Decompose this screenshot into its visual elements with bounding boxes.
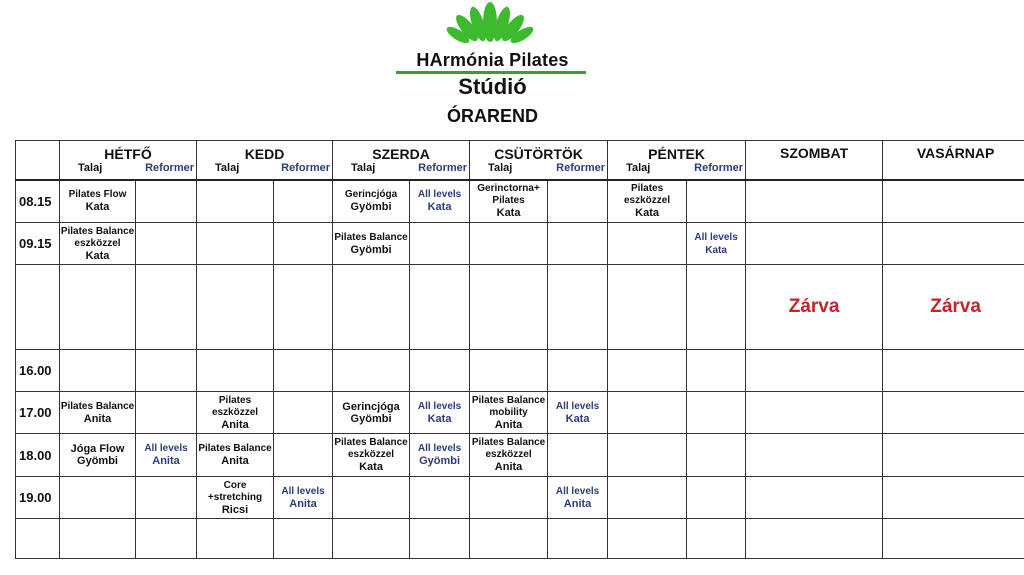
day-header-sat: SZOMBAT bbox=[746, 141, 883, 180]
empty-cell bbox=[333, 350, 410, 392]
corner-cell bbox=[16, 141, 60, 180]
class-cell: Gerincjóga Gyömbi bbox=[333, 180, 410, 223]
time-cell: 17.00 bbox=[16, 392, 60, 434]
header-row bbox=[16, 141, 1024, 180]
empty-cell bbox=[883, 180, 1024, 223]
class-cell: Gerincjóga Gyömbi bbox=[333, 392, 410, 434]
empty-cell bbox=[746, 350, 883, 392]
table-row bbox=[16, 519, 1024, 559]
day-header-fri: PÉNTEK Talaj Reformer bbox=[608, 141, 746, 180]
empty-cell bbox=[883, 350, 1024, 392]
empty-cell bbox=[548, 223, 608, 265]
empty-cell bbox=[608, 434, 687, 477]
brand-subtitle: Stúdió bbox=[458, 74, 527, 99]
empty-cell bbox=[687, 265, 746, 350]
time-cell: 16.00 bbox=[16, 350, 60, 392]
brand-name: HArmónia Pilates bbox=[416, 50, 569, 70]
level-cell: All levels Kata bbox=[410, 392, 470, 434]
empty-cell bbox=[548, 180, 608, 223]
time-cell: 08.15 bbox=[16, 180, 60, 223]
empty-cell bbox=[333, 477, 410, 519]
table-row bbox=[16, 392, 1024, 434]
class-cell: Pilates Balance Anita bbox=[197, 434, 274, 477]
table-row bbox=[16, 350, 1024, 392]
empty-cell bbox=[548, 265, 608, 350]
time-cell bbox=[16, 519, 60, 559]
day-header-sun: VASÁRNAP bbox=[883, 141, 1024, 180]
empty-cell bbox=[883, 477, 1024, 519]
class-cell: Pilates Flow Kata bbox=[60, 180, 136, 223]
empty-cell bbox=[136, 519, 197, 559]
empty-cell bbox=[197, 223, 274, 265]
empty-cell bbox=[274, 265, 333, 350]
empty-cell bbox=[60, 265, 136, 350]
empty-cell bbox=[608, 477, 687, 519]
level-cell: All levels Anita bbox=[274, 477, 333, 519]
empty-cell bbox=[197, 350, 274, 392]
empty-cell bbox=[470, 223, 548, 265]
empty-cell bbox=[410, 265, 470, 350]
empty-cell bbox=[608, 519, 687, 559]
empty-cell bbox=[883, 392, 1024, 434]
class-cell: Jóga Flow Gyömbi bbox=[60, 434, 136, 477]
level-cell: All levels Kata bbox=[687, 223, 746, 265]
empty-cell bbox=[60, 519, 136, 559]
level-cell: All levels Kata bbox=[410, 180, 470, 223]
empty-cell bbox=[274, 434, 333, 477]
class-cell: Pilates Balance eszközzel Anita bbox=[470, 434, 548, 477]
empty-cell bbox=[197, 519, 274, 559]
empty-cell bbox=[746, 519, 883, 559]
class-cell: Core +stretching Ricsi bbox=[197, 477, 274, 519]
empty-cell bbox=[197, 180, 274, 223]
table-row bbox=[16, 434, 1024, 477]
empty-cell bbox=[746, 392, 883, 434]
class-cell: Pilates Balance Gyömbi bbox=[333, 223, 410, 265]
empty-cell bbox=[333, 519, 410, 559]
class-cell: Pilates Balance Anita bbox=[60, 392, 136, 434]
empty-cell bbox=[883, 434, 1024, 477]
page-title: ÓRAREND bbox=[446, 106, 538, 126]
lotus-logo-icon bbox=[440, 0, 540, 50]
level-cell: All levels Anita bbox=[548, 477, 608, 519]
empty-cell bbox=[410, 477, 470, 519]
empty-cell bbox=[608, 265, 687, 350]
day-header-thu: CSÜTÖRTÖK Talaj Reformer bbox=[470, 141, 608, 180]
schedule-table bbox=[15, 140, 1024, 559]
class-cell: Pilates eszközzel Kata bbox=[608, 180, 687, 223]
empty-cell bbox=[136, 392, 197, 434]
empty-cell bbox=[746, 477, 883, 519]
empty-cell bbox=[746, 223, 883, 265]
closed-label-sun: Zárva bbox=[883, 265, 1024, 350]
day-header-tue: KEDD Talaj Reformer bbox=[197, 141, 333, 180]
empty-cell bbox=[274, 350, 333, 392]
table-row bbox=[16, 223, 1024, 265]
empty-cell bbox=[608, 392, 687, 434]
empty-cell bbox=[136, 350, 197, 392]
empty-cell bbox=[333, 265, 410, 350]
empty-cell bbox=[136, 223, 197, 265]
empty-cell bbox=[687, 434, 746, 477]
empty-cell bbox=[687, 477, 746, 519]
empty-cell bbox=[197, 265, 274, 350]
empty-cell bbox=[548, 350, 608, 392]
empty-cell bbox=[608, 350, 687, 392]
table-row bbox=[16, 265, 1024, 350]
level-cell: All levels Anita bbox=[136, 434, 197, 477]
day-header-wed: SZERDA Talaj Reformer bbox=[333, 141, 470, 180]
level-cell: All levels Gyömbi bbox=[410, 434, 470, 477]
time-cell: 19.00 bbox=[16, 477, 60, 519]
empty-cell bbox=[746, 180, 883, 223]
class-cell: Pilates Balance eszközzel Kata bbox=[333, 434, 410, 477]
empty-cell bbox=[687, 519, 746, 559]
empty-cell bbox=[548, 434, 608, 477]
empty-cell bbox=[274, 223, 333, 265]
empty-cell bbox=[548, 519, 608, 559]
empty-cell bbox=[136, 180, 197, 223]
empty-cell bbox=[883, 519, 1024, 559]
empty-cell bbox=[687, 350, 746, 392]
time-cell: 18.00 bbox=[16, 434, 60, 477]
empty-cell bbox=[60, 350, 136, 392]
class-cell: Pilates eszközzel Anita bbox=[197, 392, 274, 434]
empty-cell bbox=[274, 392, 333, 434]
day-header-mon: HÉTFŐ Talaj Reformer bbox=[60, 141, 197, 180]
empty-cell bbox=[883, 223, 1024, 265]
class-cell: Pilates Balance mobility Anita bbox=[470, 392, 548, 434]
empty-cell bbox=[746, 434, 883, 477]
class-cell: Gerinctorna+ Pilates Kata bbox=[470, 180, 548, 223]
header bbox=[0, 0, 1024, 135]
empty-cell bbox=[60, 477, 136, 519]
empty-cell bbox=[608, 223, 687, 265]
time-cell bbox=[16, 265, 60, 350]
class-cell: Pilates Balance eszközzel Kata bbox=[60, 223, 136, 265]
empty-cell bbox=[274, 180, 333, 223]
table-row bbox=[16, 477, 1024, 519]
empty-cell bbox=[470, 350, 548, 392]
empty-cell bbox=[136, 265, 197, 350]
empty-cell bbox=[470, 477, 548, 519]
empty-cell bbox=[470, 519, 548, 559]
level-cell: All levels Kata bbox=[548, 392, 608, 434]
empty-cell bbox=[470, 265, 548, 350]
closed-label-sat: Zárva bbox=[746, 265, 883, 350]
time-cell: 09.15 bbox=[16, 223, 60, 265]
empty-cell bbox=[410, 519, 470, 559]
empty-cell bbox=[687, 180, 746, 223]
empty-cell bbox=[410, 350, 470, 392]
empty-cell bbox=[687, 392, 746, 434]
empty-cell bbox=[410, 223, 470, 265]
empty-cell bbox=[274, 519, 333, 559]
table-row bbox=[16, 180, 1024, 223]
empty-cell bbox=[136, 477, 197, 519]
